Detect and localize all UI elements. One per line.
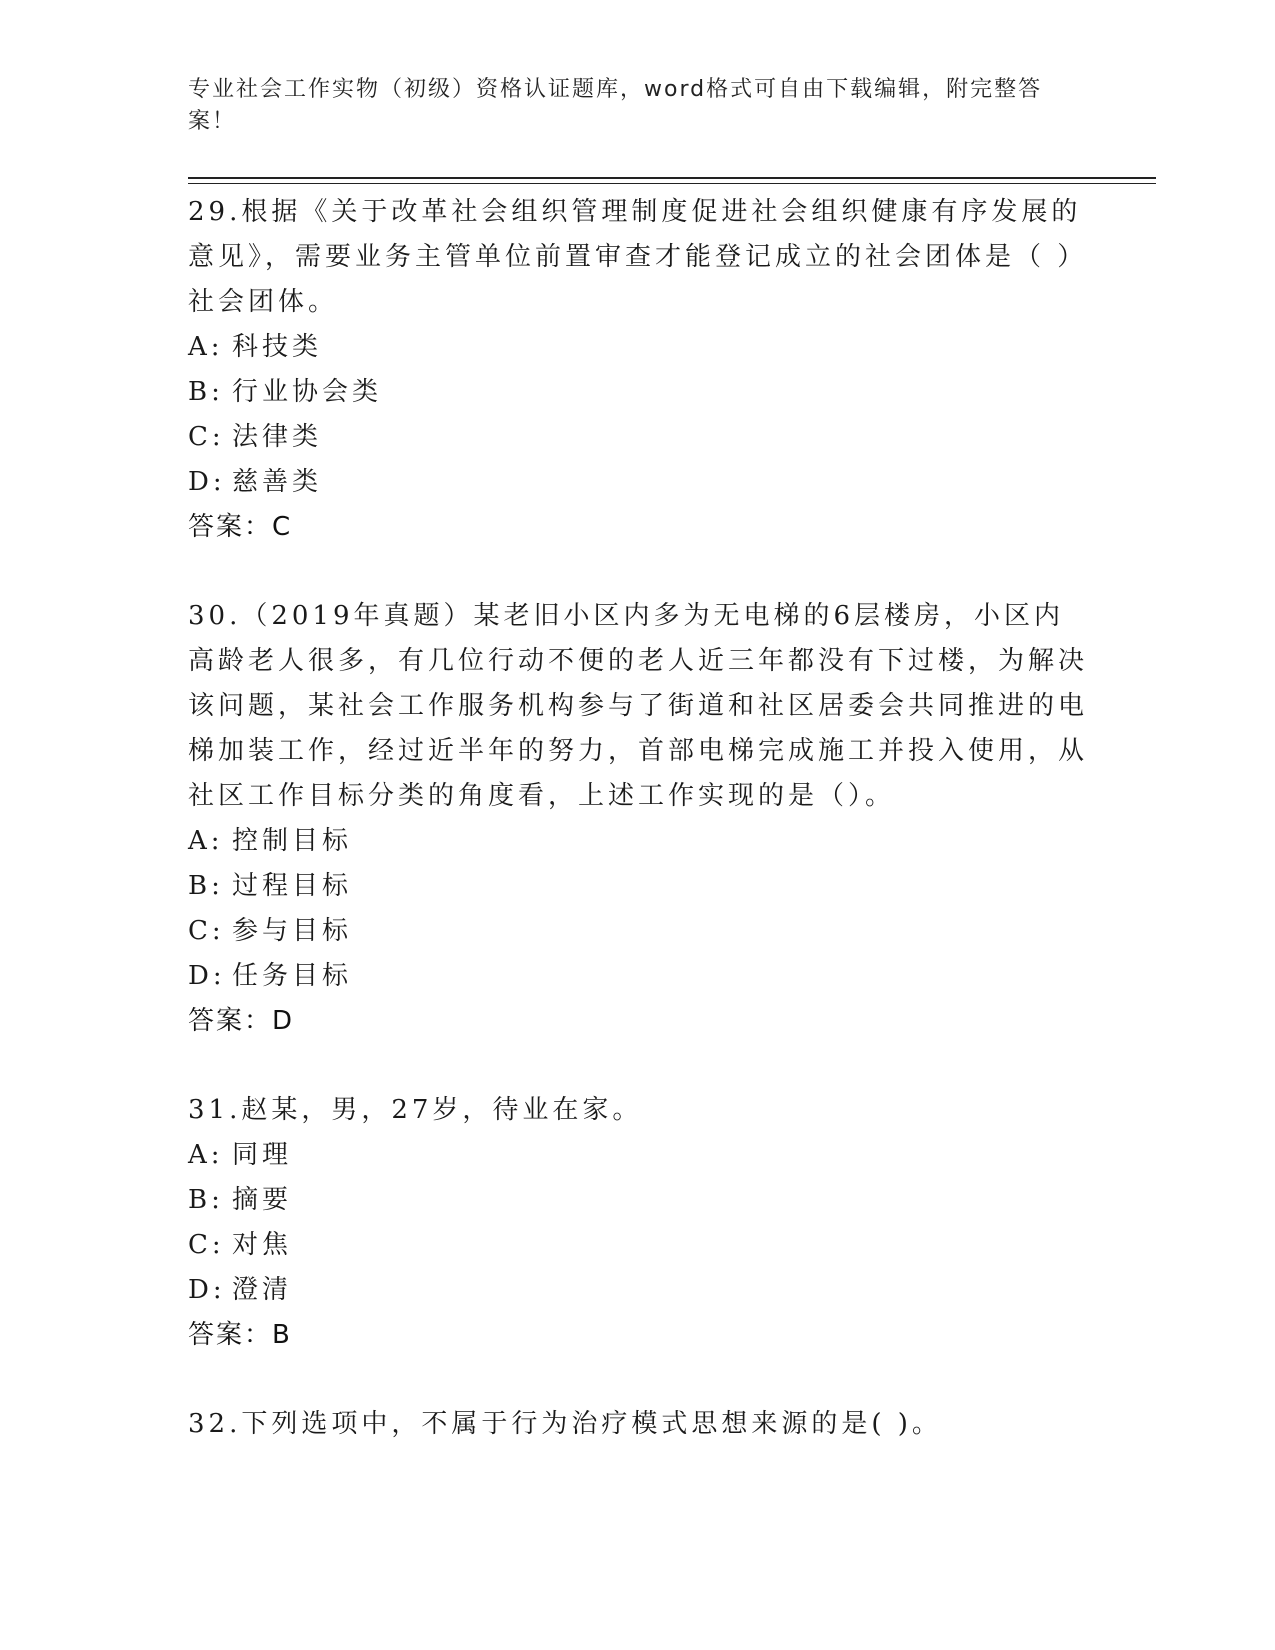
option-letter: B:	[188, 1185, 224, 1215]
option-letter: D:	[188, 467, 226, 497]
option-a	[188, 819, 1088, 864]
question-stem: 30.（2019年真题）某老旧小区内多为无电梯的6层楼房，小区内高龄老人很多，有几位行动不便的老人近三年都没有下过楼，为解决该问题，某社会工作服务机构参与了街道和社区居委会共同推进的电梯加装工作，经过近半年的努力，首部电梯完成施工并投入使用，从社区工作目标分类的角度看，上述工作实现的是（）。	[188, 601, 1089, 811]
question-stem: 32.下列选项中，不属于行为治疗模式思想来源的是( )。	[188, 1409, 942, 1439]
option-letter: D:	[188, 1275, 226, 1305]
answer-line: 答案：C	[188, 512, 293, 542]
option-d	[188, 1268, 1088, 1313]
option-c	[188, 909, 1088, 954]
question-stem: 29.根据《关于改革社会组织管理制度促进社会组织健康有序发展的意见》，需要业务主管单位前置审查才能登记成立的社会团体是（ ）社会团体。	[188, 197, 1088, 317]
option-text: 参与目标	[232, 916, 353, 946]
option-a	[188, 1133, 1088, 1178]
option-text: 科技类	[232, 332, 323, 362]
answer-line: 答案：B	[188, 1320, 292, 1350]
option-a	[188, 325, 1088, 370]
option-c	[188, 415, 1088, 460]
option-b	[188, 370, 1088, 415]
option-text: 摘要	[232, 1185, 293, 1215]
option-text: 法律类	[232, 422, 323, 452]
option-b	[188, 1178, 1088, 1223]
option-text: 任务目标	[232, 961, 353, 991]
question-30	[188, 594, 1088, 1044]
question-list	[188, 190, 1088, 1491]
option-letter: A:	[188, 332, 224, 362]
option-letter: B:	[188, 377, 224, 407]
option-letter: D:	[188, 961, 226, 991]
header-rule-thick	[188, 177, 1156, 179]
option-letter: C:	[188, 1230, 225, 1260]
option-text: 慈善类	[232, 467, 323, 497]
option-text: 对焦	[232, 1230, 293, 1260]
option-d	[188, 460, 1088, 505]
question-29	[188, 190, 1088, 550]
page-header: 专业社会工作实物（初级）资格认证题库，word格式可自由下载编辑，附完整答案！	[188, 77, 1043, 134]
option-text: 行业协会类	[232, 377, 383, 407]
header-rule-thin	[188, 183, 1156, 184]
answer-line: 答案：D	[188, 1006, 295, 1036]
option-letter: A:	[188, 826, 224, 856]
question-stem: 31.赵某，男，27岁，待业在家。	[188, 1095, 643, 1125]
option-text: 同理	[232, 1140, 293, 1170]
option-b	[188, 864, 1088, 909]
option-text: 过程目标	[232, 871, 353, 901]
question-32	[188, 1402, 1088, 1447]
option-d	[188, 954, 1088, 999]
option-letter: C:	[188, 916, 225, 946]
option-letter: A:	[188, 1140, 224, 1170]
option-text: 控制目标	[232, 826, 353, 856]
option-letter: C:	[188, 422, 225, 452]
question-31	[188, 1088, 1088, 1358]
option-text: 澄清	[232, 1275, 293, 1305]
option-letter: B:	[188, 871, 224, 901]
option-c	[188, 1223, 1088, 1268]
